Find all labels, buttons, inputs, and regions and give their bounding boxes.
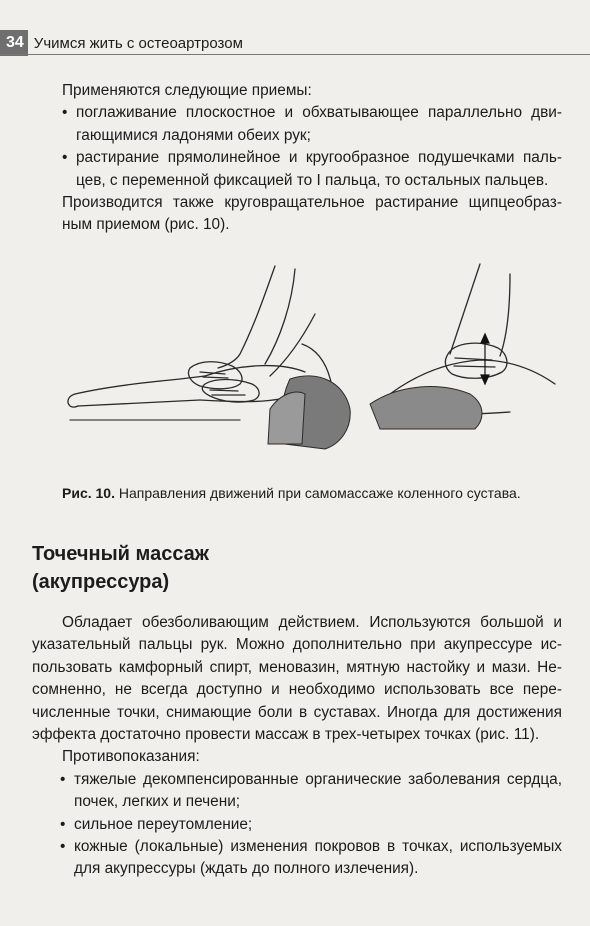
intro-lead: Применяются следующие приемы: [62, 82, 312, 99]
technique-item: • растирание прямолинейное и кругообразное подушечками пальцев, с переменной фиксацией то I пальца, то остальных пальцев. [62, 147, 562, 192]
section-paragraph: Обладает обезболивающим действием. Используются большой и указательный пальцы рук. Можно дополнительно при акупрессуре использовать камфорный спирт, меновазин, мятную настойку и мази. Несомненно, не всегда доступно и необходимо использовать все перечисленные точки, снимающие боли в суставах. Иногда для достижения эффекта достаточно провести массаж в трех-четырех точках (рис. 11). [32, 614, 562, 744]
contraindication-item: • тяжелые декомпенсированные органические заболевания сердца, почек, легких и печени; [60, 769, 562, 814]
knee-massage-illustration [40, 244, 560, 479]
section-heading-line1: Точечный массаж [32, 543, 209, 565]
header-rule [0, 54, 590, 55]
page-header [0, 30, 590, 56]
section-body [32, 612, 562, 881]
contraindications-label: Противопоказания: [62, 748, 200, 766]
contraindication-item: • кожные (локальные) изменения покровов в точках, используемых для акупрессуры (ждать до полного излечения). [60, 836, 562, 881]
section-heading-line2: (акупрессура) [32, 571, 170, 593]
intro-continuation: Производится также круговращательное растирание щипцеобразным приемом (рис. 10). [62, 194, 562, 234]
intro-block [62, 80, 562, 237]
technique-item: • поглаживание плоскостное и обхватывающее параллельно двигающимися ладонями обеих рук; [62, 102, 562, 147]
contraindication-item: • сильное переутомление; [60, 814, 562, 836]
figure-caption-text: Направления движений при самомассаже коленного сустава. [118, 485, 521, 501]
figure-caption-label: Рис. 10. [62, 485, 115, 501]
technique-list [62, 102, 562, 192]
page-number: 34 [0, 30, 28, 56]
contraindications-list [60, 769, 562, 881]
figure-caption [62, 484, 562, 502]
running-title: Учимся жить с остеоартрозом [33, 34, 243, 52]
section-heading [32, 540, 552, 596]
